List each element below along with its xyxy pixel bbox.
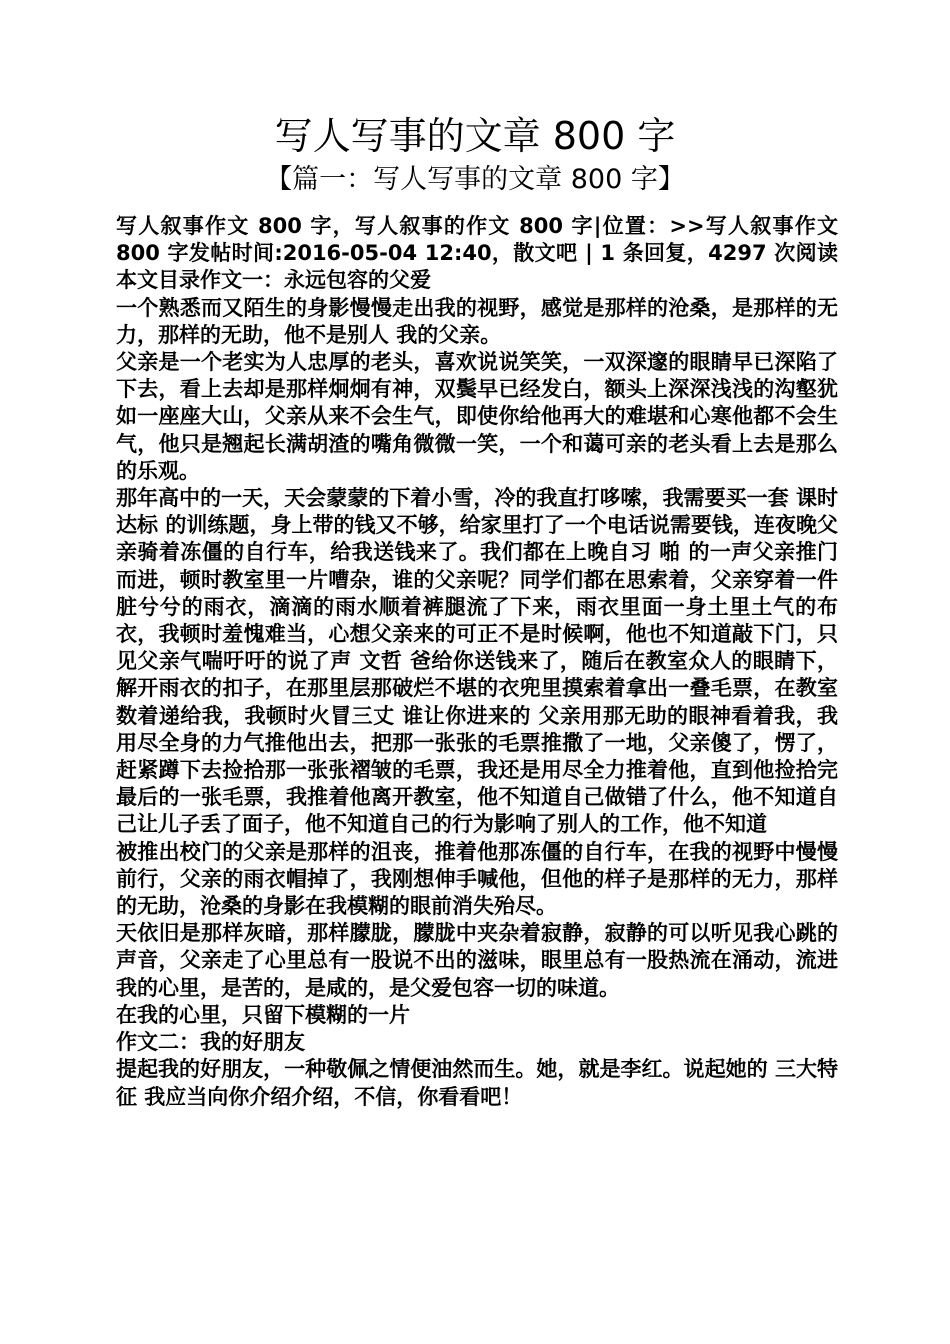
paragraph: 那年高中的一天，天会蒙蒙的下着小雪，冷的我直打哆嗦，我需要买一套 课时达标 的训练题，身上带的钱又不够，给家里打了一个电话说需要钱，连夜晚父亲骑着冻僵的自行车，给我送钱来了。我们都在上晚自习 啪 的一声父亲推门而进，顿时教室里一片嘈杂，谁的父亲呢？同学们都在思索着，父亲穿着一件脏兮兮的雨衣，滴滴的雨水顺着裤腿流了下来，雨衣里面一身土里土气的布衣，我顿时羞愧难当，心想父亲来的可正不是时候啊，他也不知道敲下门，只见父亲气喘吁吁的说了声 文哲 爸给你送钱来了，随后在教室众人的眼睛下，解开雨衣的扣子，在那里层那破烂不堪的衣兜里摸索着拿出一叠毛票，在教室数着递给我，我顿时火冒三丈 谁让你进来的 父亲用那无助的眼神看着我，我用尽全身的力气推他出去，把那一张张的毛票推撒了一地，父亲傻了，愣了，赶紧蹲下去捡拾那一张张褶皱的毛票，我还是用尽全力推着他，直到他捡拾完最后的一张毛票，我推着他离开教室，他不知道自己做错了什么，他不知道自己让儿子丢了面子，他不知道自己的行为影响了别人的工作，他不知道 bbox=[116, 486, 838, 837]
paragraph: 提起我的好朋友，一种敬佩之情便油然而生。她，就是李红。说起她的 三大特征 我应当向你介绍介绍，不信，你看看吧！ bbox=[116, 1057, 838, 1109]
paragraph: 一个熟悉而又陌生的身影慢慢走出我的视野，感觉是那样的沧桑，是那样的无力，那样的无助，他不是别人 我的父亲。 bbox=[116, 295, 838, 347]
document-body bbox=[116, 213, 838, 1111]
document-title: 写人写事的文章 800 字 bbox=[274, 114, 676, 158]
document-subtitle: 【篇一：写人写事的文章 800 字】 bbox=[265, 164, 685, 195]
section-heading: 作文二：我的好朋友 bbox=[116, 1030, 305, 1055]
paragraph: 在我的心里，只留下模糊的一片 bbox=[116, 1002, 410, 1027]
paragraph-meta: 写人叙事作文 800 字，写人叙事的作文 800 字|位置：>>写人叙事作文 800 字发帖时间:2016-05-04 12:40，散文吧 | 1 条回复，4297 次阅读本文目录作文一：永远包容的父爱 bbox=[116, 214, 838, 293]
paragraph: 被推出校门的父亲是那样的沮丧，推着他那冻僵的自行车，在我的视野中慢慢前行，父亲的雨衣帽掉了，我刚想伸手喊他，但他的样子是那样的无力，那样的无助，沧桑的身影在我模糊的眼前消失殆尽。 bbox=[116, 839, 838, 919]
paragraph: 父亲是一个老实为人忠厚的老头，喜欢说说笑笑，一双深邃的眼睛早已深陷了下去，看上去却是那样炯炯有神，双鬓早已经发白，额头上深深浅浅的沟壑犹如一座座大山，父亲从来不会生气，即使你给他再大的难堪和心寒他都不会生气，他只是翘起长满胡渣的嘴角微微一笑，一个和蔼可亲的老头看上去是那么的乐观。 bbox=[116, 350, 838, 483]
paragraph: 天依旧是那样灰暗，那样朦胧，朦胧中夹杂着寂静，寂静的可以听见我心跳的声音，父亲走了心里总有一股说不出的滋味，眼里总有一股热流在涌动，流进我的心里，是苦的，是咸的，是父爱包容一切的味道。 bbox=[116, 921, 838, 1000]
